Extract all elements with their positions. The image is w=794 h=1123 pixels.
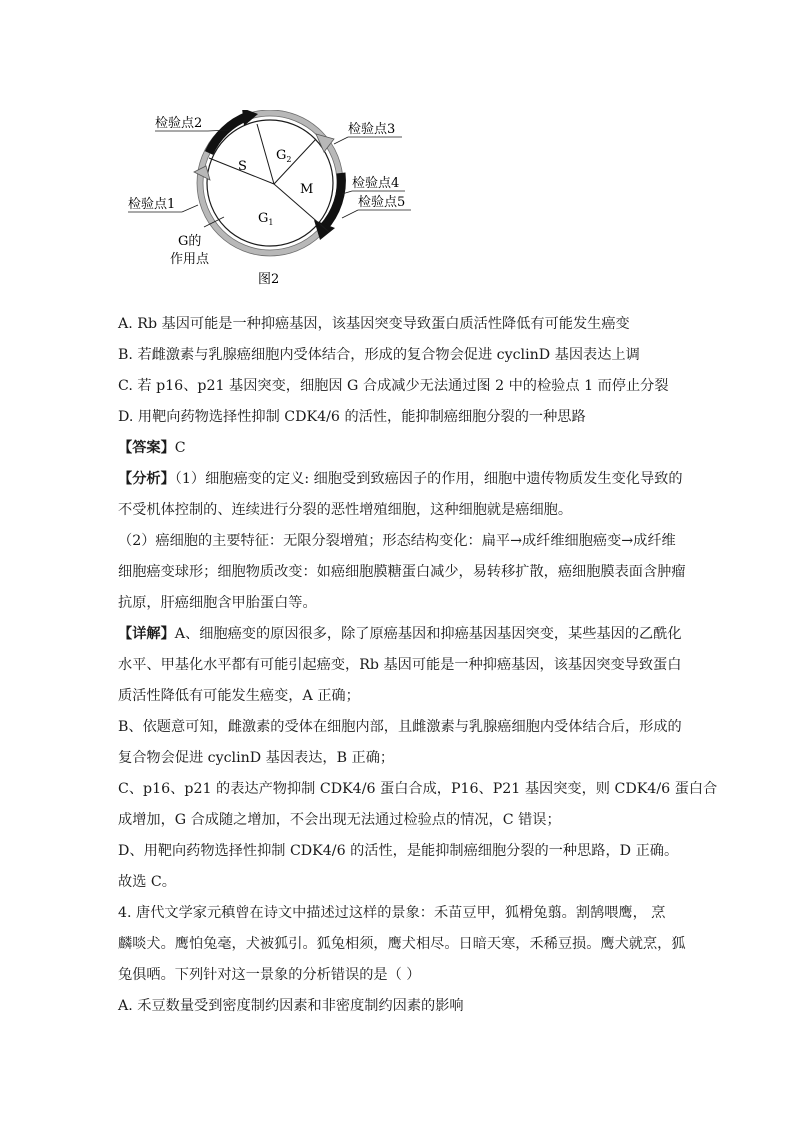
option-a: A. Rb 基因可能是一种抑癌基因，该基因突变导致蛋白质活性降低有可能发生癌变	[118, 316, 630, 332]
cell-cycle-circle	[207, 120, 333, 246]
g-site-label-1: G的	[178, 234, 202, 249]
phase-m-label: M	[300, 182, 314, 197]
detail-line-2: 水平、甲基化水平都有可能引起癌变，Rb 基因可能是一种抑癌基因，该基因突变导致蛋白	[118, 657, 682, 673]
checkpoint-2-label: 检验点2	[155, 116, 203, 131]
checkpoint-5-label: 检验点5	[358, 195, 406, 210]
question-content	[118, 309, 718, 1022]
analysis-line-3: （2）癌细胞的主要特征：无限分裂增殖；形态结构变化：扁平→成纤维细胞癌变→成纤维	[118, 533, 676, 549]
checkpoint-3-label: 检验点3	[348, 122, 396, 137]
option-b: B. 若雌激素与乳腺癌细胞内受体结合，形成的复合物会促进 cyclinD 基因表达上调	[118, 347, 640, 363]
option-d: D. 用靶向药物选择性抑制 CDK4/6 的活性，能抑制癌细胞分裂的一种思路	[118, 409, 586, 425]
answer-label: 【答案】	[118, 440, 175, 456]
detail-conclusion: 故选 C。	[118, 874, 176, 890]
analysis-line-2: 不受机体控制的、连续进行分裂的恶性增殖细胞，这种细胞就是癌细胞。	[118, 502, 573, 518]
option-c: C. 若 p16、p21 基因突变，细胞因 G 合成减少无法通过图 2 中的检验点 1 而停止分裂	[118, 378, 669, 394]
cell-cycle-diagram	[120, 110, 430, 290]
question-4-line-1: 4. 唐代文学家元稹曾在诗文中描述过这样的景象：禾苗豆甲，狐榾兔翦。割鹄喂鹰， 烹	[118, 905, 666, 921]
phase-s-label: S	[238, 159, 247, 174]
detail-label: 【详解】	[118, 626, 175, 642]
answer-value: C	[174, 440, 186, 456]
analysis-line-5: 抗原，肝癌细胞含甲胎蛋白等。	[118, 595, 317, 611]
checkpoint-4-label: 检验点4	[352, 176, 400, 191]
analysis-line-4: 细胞癌变球形；细胞物质改变：如癌细胞膜糖蛋白减少，易转移扩散，癌细胞膜表面含肿瘤	[118, 564, 686, 580]
checkpoint-1-label: 检验点1	[128, 197, 176, 212]
detail-line-5: 复合物会促进 cyclinD 基因表达，B 正确；	[118, 750, 395, 766]
cell-cycle-figure	[120, 110, 430, 290]
answer-line	[118, 433, 678, 464]
question-4-line-3: 兔俱哂。下列针对这一景象的分析错误的是（ ）	[118, 967, 421, 983]
detail-line-7: 成增加，G 合成随之增加，不会出现无法通过检验点的情况，C 错误；	[118, 812, 561, 828]
figure-caption: 图2	[258, 272, 280, 287]
detail-line-1: 【详解】A、细胞癌变的原因很多，除了原癌基因和抑癌基因基因突变，某些基因的乙酰化	[118, 626, 682, 642]
detail-line-3: 质活性降低有可能发生癌变，A 正确；	[118, 688, 360, 704]
analysis-line-1: 【分析】（1）细胞癌变的定义: 细胞受到致癌因子的作用，细胞中遗传物质发生变化导致的	[118, 471, 683, 487]
phase-g1-label: $G_1$	[258, 211, 274, 227]
detail-line-8: D、用靶向药物选择性抑制 CDK4/6 的活性，是能抑制癌细胞分裂的一种思路，D 正确。	[118, 843, 679, 859]
detail-line-4: B、依题意可知，雌激素的受体在细胞内部，且雌激素与乳腺癌细胞内受体结合后，形成的	[118, 719, 682, 735]
g-site-label-2: 作用点	[170, 252, 210, 267]
question-4-line-2: 麟啖犬。鹰怕兔毫，犬被狐引。狐兔相须，鹰犬相尽。日暗天寒，禾稀豆损。鹰犬就烹，狐	[118, 936, 686, 952]
question-4-option-a: A. 禾豆数量受到密度制约因素和非密度制约因素的影响	[118, 998, 464, 1014]
detail-line-6: C、p16、p21 的表达产物抑制 CDK4/6 蛋白合成，P16、P21 基因突变，则 CDK4/6 蛋白合	[118, 781, 718, 797]
analysis-label: 【分析】	[118, 471, 175, 487]
phase-g2-label: $G_2$	[276, 148, 292, 164]
